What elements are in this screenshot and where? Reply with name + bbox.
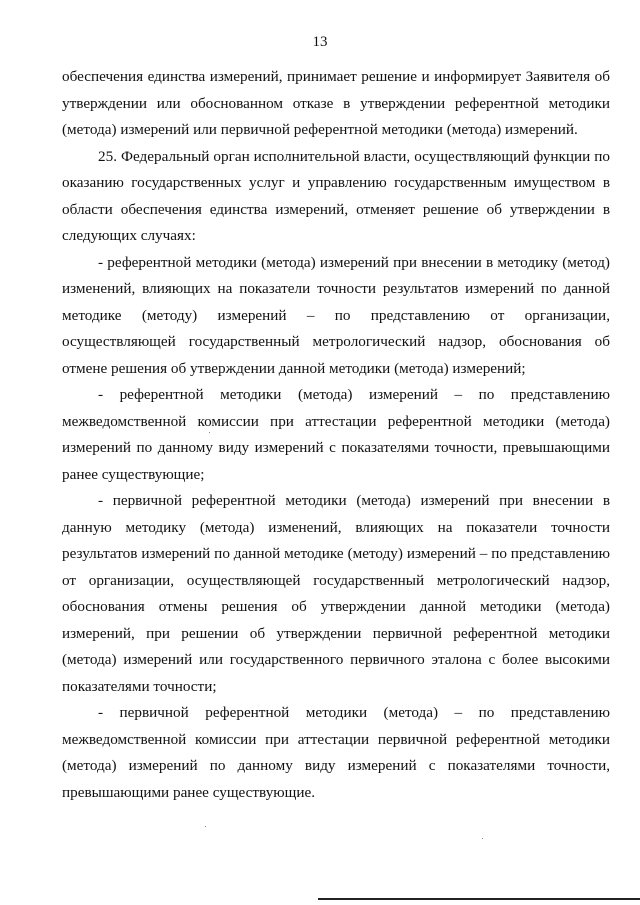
page-number: 13 xyxy=(312,34,328,50)
paragraph-item-25: 25. Федеральный орган исполнительной власти, осуществляющий функции по оказанию государственных услуг и управлению государственным имуществом в области обеспечения единства измерений, отменяет решение об утверждении в следующих случаях: xyxy=(62,147,610,244)
paragraph-continuation: обеспечения единства измерений, принимает решение и информирует Заявителя об утверждении или обоснованном отказе в утверждении референтной методики (метода) измерений или первичной референтной методики (метода) измерений. xyxy=(62,68,610,138)
document-body xyxy=(62,64,610,806)
list-item-primary-method-changes: - первичной референтной методики (метода) измерений при внесении в данную методику (метода) изменений, влияющих на показатели точности результатов измерений по данной методике (методу) измерений – по представлению от организации, осуществляющей государственный метрологический надзор, обоснования отмены решения об утверждении данной методики (метода) измерений, при решении об утверждении первичной референтной методики (метода) измерений или государственного первичного эталона с более высокими показателями точности; xyxy=(62,492,610,695)
scan-speck xyxy=(205,826,206,827)
bottom-edge-rule xyxy=(318,898,640,900)
list-item-reference-method-changes: - референтной методики (метода) измерений при внесении в методику (метод) изменений, влияющих на показатели точности результатов измерений по данной методике (методу) измерений – по представлению от организации, осуществляющей государственный метрологический надзор, обоснования об отмене решения об утверждении данной методики (метода) измерений; xyxy=(62,253,610,377)
scan-speck xyxy=(209,432,210,433)
scan-speck xyxy=(482,838,483,839)
list-item-reference-method-commission: - референтной методики (метода) измерений – по представлению межведомственной комиссии при аттестации референтной методики (метода) измерений по данному виду измерений с показателями точности, превышающими ранее существующие; xyxy=(62,386,610,483)
list-item-primary-method-commission: - первичной референтной методики (метода) – по представлению межведомственной комиссии при аттестации первичной референтной методики (метода) измерений по данному виду измерений с показателями точности, превышающими ранее существующие. xyxy=(62,704,610,801)
